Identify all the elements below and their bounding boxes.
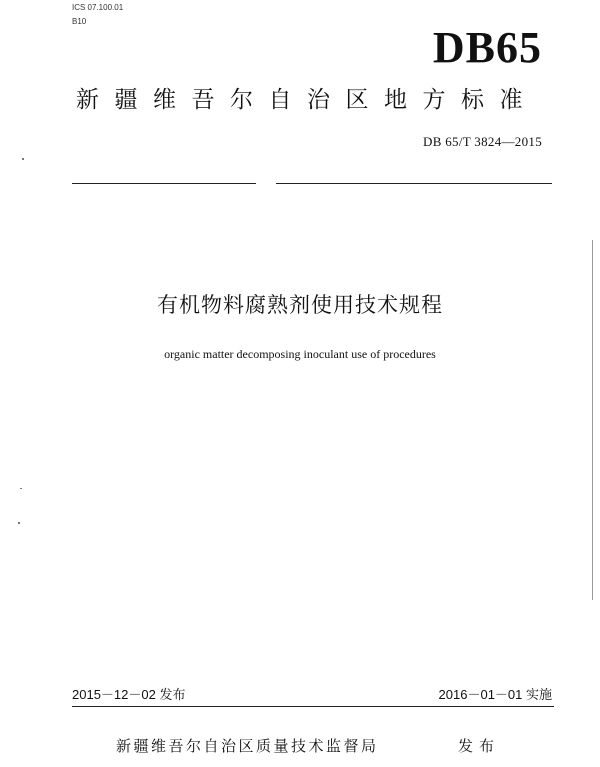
scan-artifact-mark — [18, 522, 20, 524]
standard-number: DB 65/T 3824—2015 — [423, 134, 542, 149]
scan-edge-line — [592, 240, 593, 600]
ics-code: ICS 07.100.01 — [72, 3, 124, 12]
implementation-date: 2016－01－01 实施 — [438, 687, 552, 702]
scan-artifact-mark — [20, 488, 22, 489]
ccs-code: B10 — [72, 17, 87, 26]
top-divider-right — [276, 183, 552, 184]
top-divider-left — [72, 183, 256, 184]
document-title-english: organic matter decomposing inoculant use of procedures — [164, 347, 436, 361]
standard-code-mark: DB65 — [432, 23, 542, 72]
scan-artifact-mark — [22, 158, 24, 160]
publisher-name: 新疆维吾尔自治区质量技术监督局 — [116, 737, 379, 755]
issue-date: 2015－12－02 发布 — [72, 687, 186, 702]
bottom-divider — [72, 706, 554, 707]
published-label: 发布 — [458, 737, 501, 755]
document-title-chinese: 有机物料腐熟剂使用技术规程 — [157, 293, 443, 317]
standard-organization-title: 新疆维吾尔自治区地方标准 — [76, 87, 538, 113]
